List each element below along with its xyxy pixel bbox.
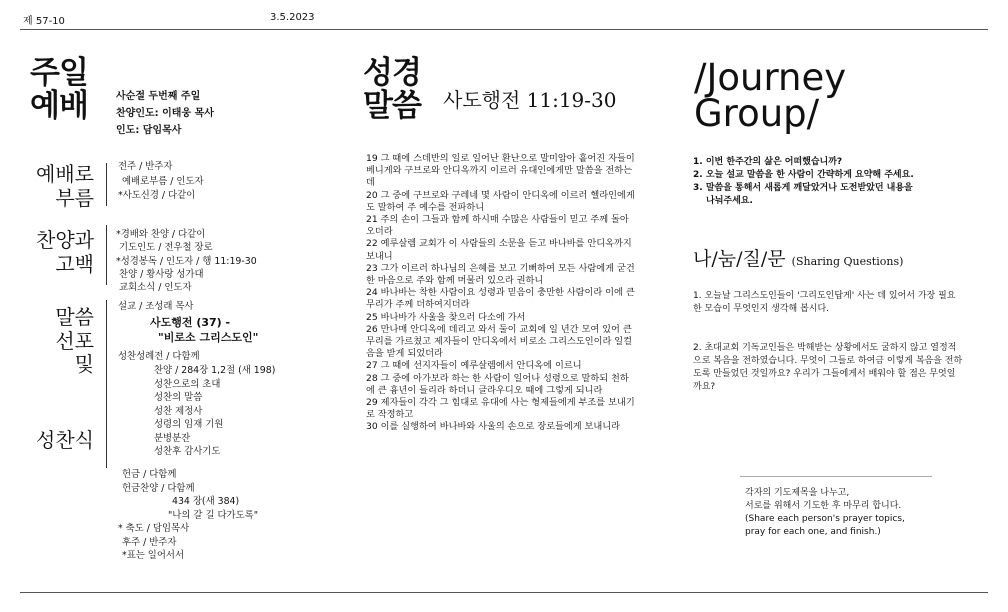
worship-subtitle: 사순절 두번째 주일 찬양인도: 이태웅 목사 인도: 담임목사 (116, 91, 214, 136)
verse: 28 그 중에 아가보라 하는 한 사람이 일어나 성령으로 말하되 천하에 큰 흉년이 들리라 하더니 글라우디오 때에 그렇게 되니라 (366, 372, 629, 396)
sharing-question-2: 2. 초대교회 기독교인들은 박해받는 상황에서도 굴하지 않고 열정적으로 복음을 전하였습니다. 무엇이 그들로 하여금 이렇게 복음을 전하도록 만들었던 것일까요? 우리가 그들에게서 배워야 할 점은 무엇일까요? (693, 343, 963, 392)
closing-order: 헌금 / 다함께 헌금찬양 / 다함께 434 장(새 384) "나의 갈 길 다가도록" * 축도 / 담임목사 후주 / 반주자 *표는 일어서서 (118, 469, 259, 561)
top-rule (20, 29, 988, 30)
verse: 20 그 중에 구브로와 구레네 몇 사람이 안디옥에 이르러 헬라인에게도 말하여 주 예수를 전파하니 (366, 189, 635, 213)
section-label-and: 및 (74, 352, 94, 376)
scripture-reference: 사도행전 11:19-30 (443, 88, 617, 112)
sermon-line: 설교 / 조성래 목사 (118, 301, 194, 312)
section-label-call: 예배로 부름 (36, 162, 94, 210)
order-praise: *경배와 찬양 / 다같이 기도인도 / 전우철 장로 *성경봉독 / 인도자 / 행 11:19-30 찬양 / 황사랑 성가대 교회소식 / 인도자 (116, 229, 257, 294)
verse: 25 바나바가 사울을 찾으러 다소에 가서 (366, 311, 526, 323)
verse: 29 제자들이 각각 그 힘대로 유대에 사는 형제들에게 부조를 보내기로 작정하고 (366, 397, 635, 421)
verse: 22 예루살렘 교회가 이 사람들의 소문을 듣고 바나바를 안디옥까지 보내니 (366, 238, 632, 262)
section-label-praise: 찬양과 고백 (36, 228, 94, 276)
verse: 24 바나바는 착한 사람이요 성령과 믿음이 충만한 사람이라 이에 큰 무리가 주께 더하여지더라 (366, 287, 635, 311)
sharing-title: 나/눔/질/문 (Sharing Questions) (693, 248, 904, 270)
sermon-title: 사도행전 (37) - "비로소 그리스도인" (150, 316, 259, 344)
closing-divider (740, 476, 932, 477)
verse: 21 주의 손이 그들과 함께 하시매 수많은 사람들이 믿고 주께 돌아오더라 (366, 214, 629, 238)
bottom-rule (20, 592, 988, 593)
divider-praise (106, 225, 107, 285)
issue-number: 제 57-10 (23, 16, 65, 27)
divider-call (106, 163, 107, 206)
worship-title: 주일 예배 (30, 55, 88, 124)
scripture-verses (366, 153, 636, 434)
sharing-question-1: 1. 오늘날 그리스도인들이 '그리도인답게' 사는 데 있어서 가장 필요한 모습이 무엇인지 생각해 봅시다. (693, 291, 956, 314)
communion-head: 성찬성례전 / 다함께 (118, 351, 200, 362)
verse: 30 이를 실행하여 바나바와 사울의 손으로 장로들에게 보내니라 (366, 421, 621, 433)
section-label-sacrament: 성찬식 (36, 428, 94, 452)
verse: 23 그가 이르러 하나님의 은혜를 보고 기뻐하여 모든 사람에게 굳건한 마음으로 주와 함께 머물러 있으라 권하니 (366, 262, 635, 287)
journey-title: /Journey Group/ (694, 56, 847, 135)
communion-list: 찬양 / 284장 1,2절 (새 198) 성찬으로의 초대 성찬의 말씀 성찬 제정사 성령의 임재 기원 분병분잔 성찬후 감사기도 (154, 365, 276, 457)
order-call: 전주 / 반주자 예배로부름 / 인도자 *사도신경 / 다같이 (118, 161, 204, 201)
date: 3.5.2023 (270, 12, 315, 23)
journey-questions: 1. 이번 한주간의 삶은 어떠했습니까? 2. 오늘 설교 말씀을 한 사람이 간략하게 요약해 주세요. 3. 말씀을 통해서 새롭게 깨달았거나 도전받았던 내용을 나눠주세요. (693, 157, 914, 206)
verse: 19 그 때에 스데반의 일로 일어난 환난으로 말미암아 흩어진 자들이 베니게와 구브로와 안디옥까지 이르러 유대인에게만 말씀을 전하는데 (366, 153, 635, 189)
divider-word (106, 300, 107, 468)
verse: 27 그 때에 선지자들이 예루살렘에서 안디옥에 이르니 (366, 360, 582, 372)
verse: 26 만나매 안디옥에 데리고 와서 둘이 교회에 일 년간 모여 있어 큰 무리를 가르쳤고 제자들이 안디옥에서 비로소 그리스도인이라 일컬음을 받게 되었더라 (366, 323, 633, 360)
closing-note: 각자의 기도제목을 나누고, 서로를 위해서 기도한 후 마무리 합니다. (Share each person's prayer topics, pray for each one, and finish.) (745, 488, 905, 537)
section-label-word: 말씀 선포 (55, 305, 94, 353)
scripture-title: 성경 말씀 (363, 55, 421, 124)
